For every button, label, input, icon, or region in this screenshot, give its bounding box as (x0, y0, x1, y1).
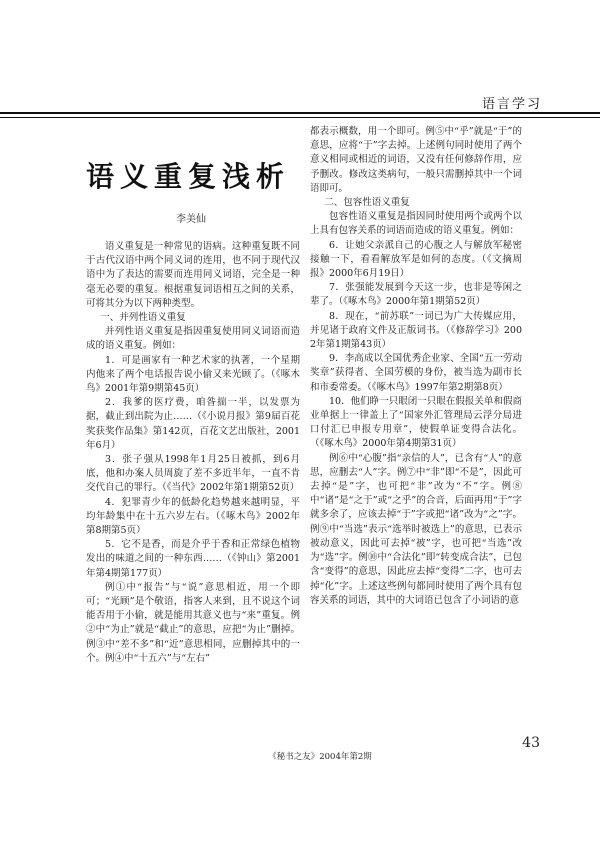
right-column (310, 125, 522, 725)
paragraph: 并列性语义重复是指因重复使用同义词语而造成的语义重复。例如： (86, 326, 300, 352)
paragraph: 包容性语义重复是指因同时使用两个或两个以上具有包容关系的词语而造成的语义重复。例如： (310, 211, 522, 237)
journal-footer: 《秘书之友》2004年第2期 (268, 752, 372, 762)
example-item: 1．可是画家有一种艺术家的执著，一个星期内他来了两个电话报告说小偷又来光顾了。（《啄木鸟》2001年第9期第45页） (86, 354, 300, 395)
header-rule-thick (0, 112, 600, 114)
section-heading: 二、包容性语义重复 (324, 197, 410, 209)
example-item: 5．它不是香，而是介乎于香和正常绿色植物发出的味道之间的一种东西……（《钟山》第2001年第4期第177页） (86, 539, 300, 579)
header-rule-thin (0, 117, 600, 118)
article-title: 语义重复浅析 (86, 160, 291, 193)
example-item: 8．现在，“前苏联”一词已为广大传媒应用，并见诸于政府文件及正版词书。（《修辞学习》2002年第1期第43页） (310, 310, 522, 351)
paragraph: 例①中“报告”与“说”意思相近，用一个即可；“光顾”是个敬语，指客人来到，且不说这个词能否用于小偷，就是能用其意义也与“来”重复。例②中“为止”就是“截止”的意思，应把“为止”删掉。例③中“差不多”和“近”意思相同，应删掉其中的一个。例④中“十五六”与“左右” (86, 581, 300, 664)
paragraph: 语义重复是一种常见的语病。这种重复既不同于古代汉语中两个同义词的连用，也不同于现代汉语中为了表达的需要而连用同义词语，完全是一种毫无必要的重复。根据重复词语相互之间的关系，可将其分为以下两种类型。 (86, 241, 300, 309)
section-label: 语言学习 (481, 97, 542, 112)
paragraph: 例⑥中“心腹”指“亲信的人”，已含有“人”的意思，应删去“人”字。例⑦中“非”即“不是”，因此可去掉“是”字，也可把“非”改为“不”字。例⑧中“诸”是“之于”或“之乎”的合音，后面再用“于”字就多余了，应该去掉“于”字或把“诸”改为“之”字。例⑨中“当选”表示“选举时被选上”的意思，已表示被动意义，因此可去掉“被”字，也可把“当选”改为“选”字。例⑩中“合法化”即“转变成合法”，已包含“变得”的意思，因此应去掉“变得”二字，也可去掉“化”字。上述这些例句都同时使用了两个具有包容关系的词语，其中的大词语已包含了小词语的意 (310, 452, 522, 606)
section-heading: 一、并列性语义重复 (100, 312, 186, 324)
example-item: 4．犯罪青少年的低龄化趋势越来越明显，平均年龄集中在十五六岁左右。（《啄木鸟》2002年第8期第5页） (86, 496, 300, 537)
example-item: 9．李高成以全国优秀企业家、全国“五一劳动奖章”获得者、全国劳模的身份，被当选为副市长和市委常委。（《啄木鸟》1997年第2期第8页） (310, 353, 522, 393)
page-number: 43 (522, 735, 540, 751)
example-item: 7．张强能发展到今天这一步，也非是等闲之辈了。（《啄木鸟》2000年第1期第52页） (310, 282, 522, 308)
example-item: 3．张子强从1998年1月25日被抓，到6月底，他和办案人员周旋了差不多近半年，一直不肯交代自己的罪行。（《当代》2002年第1期第52页） (86, 454, 300, 494)
article-author: 李美仙 (176, 214, 206, 225)
header-rule (0, 112, 600, 124)
example-item: 10．他们睁一只眼闭一只眼在假报关单和假商业单据上一律盖上了“国家外汇管理局云浮分局进口付汇已申报专用章”，使假单证变得合法化。（《啄木鸟》2000年第4期第31页） (310, 395, 522, 450)
paragraph: 都表示概数，用一个即可。例⑤中“乎”就是“于”的意思，应将“于”字去掉。上述例句同时使用了两个意义相同或相近的词语，又没有任何修辞作用，应予删改。修改这类病句，一般只需删掉其中一个词语即可。 (310, 126, 522, 194)
left-column (86, 240, 300, 700)
example-item: 6．让她父亲派自己的心腹之人与解放军秘密接触一下，看看解放军是如何的态度。（《文摘周报》2000年6月19日） (310, 239, 522, 280)
example-item: 2．我爹的医疗费，咱昝揣一半，以发票为据，截止到出院为止……（《小说月报》第9届百花奖获奖作品集》第142页，百花文艺出版社，2001年6月） (86, 397, 300, 451)
